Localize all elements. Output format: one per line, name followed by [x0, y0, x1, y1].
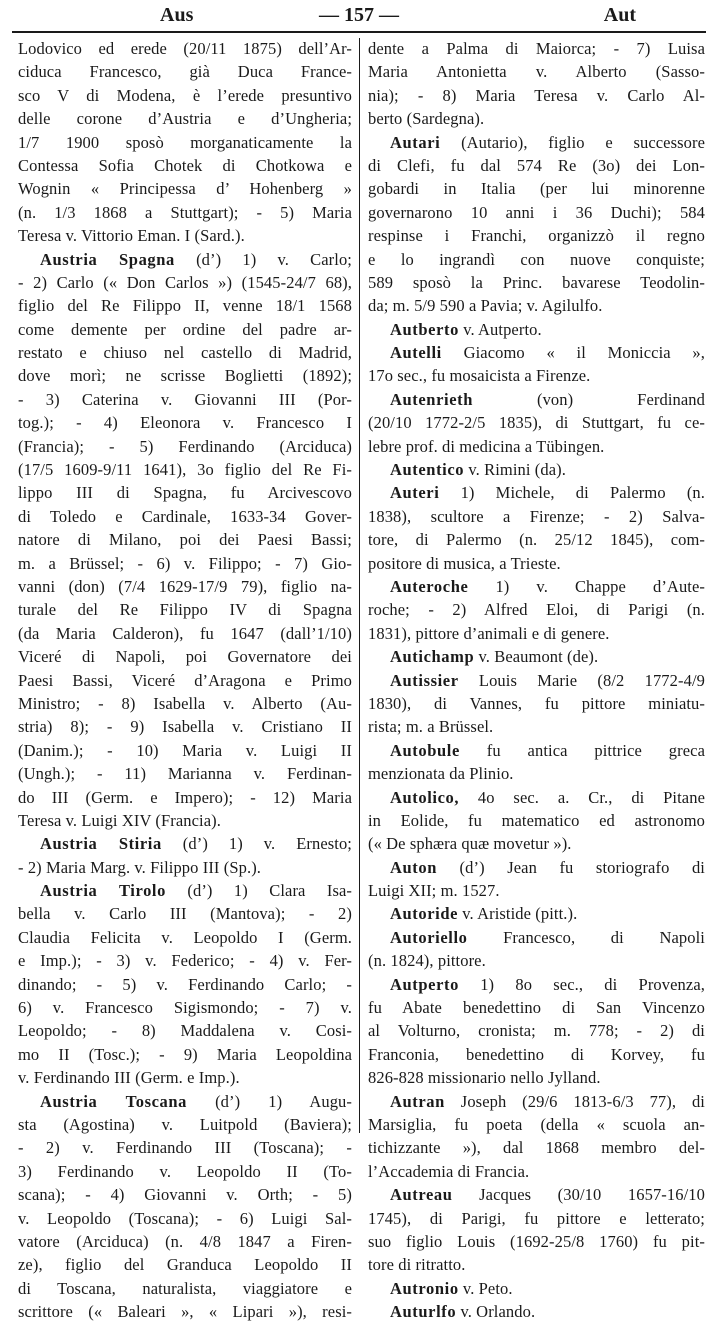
- line-text: scana); - 4) Giovanni v. Orth; - 5): [18, 1185, 352, 1205]
- text-line: [368, 1066, 705, 1089]
- line-text: 1745), di Parigi, fu pittore e letterato;: [368, 1208, 705, 1228]
- text-line: [368, 1207, 705, 1230]
- entry-line: [368, 856, 705, 879]
- line-text: Luigi XII; m. 1527.: [368, 881, 500, 901]
- text-line: [18, 645, 352, 668]
- text-line: [368, 177, 705, 200]
- text-line: [368, 809, 705, 832]
- line-text: v. Orlando.: [460, 1302, 536, 1322]
- line-text: 1831), pittore d’animali e di genere.: [368, 623, 610, 643]
- line-text: l’Accademia di Francia.: [368, 1161, 530, 1181]
- entry-headword: Autoride: [390, 904, 459, 924]
- line-text: sta (Agostina) v. Luitpold (Baviera);: [18, 1114, 352, 1134]
- header-rule: [12, 31, 706, 33]
- line-text: (von) Ferdinand: [536, 389, 705, 409]
- entry-headword: Austria Toscana: [40, 1091, 187, 1111]
- line-text: Leopoldo; - 8) Maddalena v. Cosi-: [18, 1021, 352, 1041]
- line-text: figlio del Re Filippo II, venne 18/1 1568: [18, 296, 352, 316]
- text-line: [18, 902, 352, 925]
- text-line: [18, 388, 352, 411]
- line-text: ciduca Francesco, già Duca France-: [18, 62, 352, 82]
- line-text: Wognin « Principessa d’ Hohenberg »: [18, 179, 352, 199]
- entry-headword: Autperto: [390, 974, 459, 994]
- line-text: 826-828 missionario nello Jylland.: [368, 1068, 601, 1088]
- running-header: [12, 4, 706, 30]
- text-line: [18, 458, 352, 481]
- text-line: [18, 294, 352, 317]
- left-column: [18, 37, 352, 1323]
- text-line: [368, 552, 705, 575]
- text-line: [368, 949, 705, 972]
- line-text: (Francia); - 5) Ferdinando (Arciduca): [18, 436, 352, 456]
- line-text: roche; - 2) Alfred Eloi, di Parigi (n.: [368, 600, 705, 620]
- text-line: [18, 177, 352, 200]
- line-text: Teresa v. Luigi XIV (Francia).: [18, 810, 221, 830]
- line-text: Marsiglia, fu poeta (della « scuola an-: [368, 1114, 705, 1134]
- entry-line: [368, 973, 705, 996]
- line-text: Jacques (30/10 1657-16/10: [479, 1185, 705, 1205]
- text-line: [368, 294, 705, 317]
- text-line: [18, 996, 352, 1019]
- entry-headword: Austria Tirolo: [40, 881, 166, 901]
- text-line: [18, 949, 352, 972]
- text-line: [368, 224, 705, 247]
- text-line: [368, 598, 705, 621]
- line-text: (n. 1/3 1868 a Stuttgart); - 5) Maria: [18, 202, 352, 222]
- line-text: lebre prof. di medicina a Tübingen.: [368, 436, 605, 456]
- text-line: [18, 552, 352, 575]
- line-text: menzionata da Plinio.: [368, 764, 514, 784]
- text-line: [368, 1019, 705, 1042]
- line-text: v. Ferdinando III (Germ. e Imp.).: [18, 1068, 240, 1088]
- text-line: [18, 481, 352, 504]
- line-text: v. Rimini (da).: [468, 460, 566, 480]
- line-text: dinando; - 5) v. Ferdinando Carlo; -: [18, 974, 352, 994]
- entry-line: [368, 1183, 705, 1206]
- line-text: Teresa v. Vittorio Eman. I (Sard.).: [18, 226, 245, 246]
- line-text: (d’) Jean fu storiografo di: [459, 857, 705, 877]
- text-line: [18, 1277, 352, 1300]
- entry-line: [18, 1090, 352, 1113]
- text-line: [18, 1207, 352, 1230]
- line-text: (Ungh.); - 11) Marianna v. Ferdinan-: [18, 764, 352, 784]
- text-line: [368, 528, 705, 551]
- text-line: [368, 692, 705, 715]
- text-line: [368, 1043, 705, 1066]
- entry-line: [368, 131, 705, 154]
- entry-line: [368, 388, 705, 411]
- line-text: di Clefi, fu dal 574 Re (3o) dei Lon-: [368, 155, 705, 175]
- text-line: [368, 505, 705, 528]
- line-text: Franconia, benedettino di Korvey, fu: [368, 1044, 705, 1064]
- entry-headword: Auteri: [390, 483, 440, 503]
- line-text: 1) Michele, di Palermo (n.: [460, 483, 705, 503]
- line-text: 4o sec. a. Cr., di Pitane: [477, 787, 705, 807]
- line-text: 17o sec., fu mosaicista a Firenze.: [368, 366, 591, 386]
- line-text: v. Peto.: [462, 1278, 513, 1298]
- line-text: governarono 10 anni i 36 Duchi); 584: [368, 202, 705, 222]
- entry-line: [368, 481, 705, 504]
- text-line: [18, 84, 352, 107]
- line-text: (« De sphæra quæ movetur »).: [368, 834, 572, 854]
- line-text: (20/10 1772-2/5 1835), di Stuttgart, fu ce-: [368, 413, 705, 433]
- line-text: - 2) v. Ferdinando III (Toscana); -: [18, 1138, 352, 1158]
- line-text: vatore (Arciduca) (n. 4/8 1847 a Firen-: [18, 1231, 352, 1251]
- text-line: [18, 739, 352, 762]
- line-text: suo figlio Louis (1692-25/8 1760) fu pit-: [368, 1231, 705, 1251]
- text-line: [18, 762, 352, 785]
- text-line: [368, 248, 705, 271]
- text-line: [18, 154, 352, 177]
- line-text: (Danim.); - 10) Maria v. Luigi II: [18, 740, 352, 760]
- entry-line: [368, 902, 705, 925]
- text-line: [368, 201, 705, 224]
- line-text: sco V di Modena, è l’erede presuntivo: [18, 85, 352, 105]
- line-text: scrittore (« Baleari », « Lipari »), resi-: [18, 1302, 352, 1322]
- text-line: [18, 341, 352, 364]
- line-text: (Autario), figlio e successore: [461, 132, 705, 152]
- text-line: [18, 715, 352, 738]
- text-line: [18, 131, 352, 154]
- text-line: [368, 832, 705, 855]
- text-line: [368, 1136, 705, 1159]
- line-text: 3) Ferdinando v. Leopoldo II (To-: [18, 1161, 352, 1181]
- header-left-guide-word: Aus: [160, 4, 194, 26]
- entry-headword: Autran: [390, 1091, 445, 1111]
- text-line: [18, 107, 352, 130]
- entry-line: [368, 1277, 705, 1300]
- text-line: [18, 1043, 352, 1066]
- line-text: 1/7 1900 sposò morganaticamente la: [18, 132, 352, 152]
- line-text: tore, di Palermo (n. 25/12 1845), com-: [368, 530, 705, 550]
- line-text: - 2) Carlo (« Don Carlos ») (1545-24/7 68),: [18, 272, 352, 292]
- text-line: [18, 364, 352, 387]
- line-text: (da Maria Calderon), fu 1647 (dall’1/10): [18, 623, 352, 643]
- line-text: 1) v. Chappe d’Aute-: [495, 576, 705, 596]
- text-line: [18, 1300, 352, 1323]
- text-line: [18, 505, 352, 528]
- line-text: m. a Brüssel; - 6) v. Filippo; - 7) Gio-: [18, 553, 352, 573]
- line-text: 1) 8o sec., di Provenza,: [480, 974, 705, 994]
- line-text: restato e chiuso nel castello di Madrid,: [18, 343, 352, 363]
- line-text: rista; m. a Brüssel.: [368, 717, 494, 737]
- entry-headword: Autreau: [390, 1185, 453, 1205]
- line-text: - 3) Caterina v. Giovanni III (Por-: [18, 389, 352, 409]
- text-line: [368, 411, 705, 434]
- entry-headword: Autoriello: [390, 927, 468, 947]
- line-text: e Imp.); - 3) v. Federico; - 4) v. Fer-: [18, 951, 352, 971]
- text-line: [18, 528, 352, 551]
- line-text: 1830), di Vannes, fu pittore miniatu-: [368, 693, 705, 713]
- line-text: Paesi Bassi, Viceré d’Aragona e Primo: [18, 670, 352, 690]
- line-text: v. Leopoldo (Toscana); - 6) Luigi Sal-: [18, 1208, 352, 1228]
- line-text: 6) v. Francesco Sigismondo; - 7) v.: [18, 998, 352, 1018]
- line-text: in Eolide, fu matematico ed astronomo: [368, 810, 705, 830]
- entry-headword: Autronio: [390, 1278, 459, 1298]
- line-text: positore di musica, a Trieste.: [368, 553, 561, 573]
- entry-headword: Autichamp: [390, 647, 475, 667]
- line-text: stria) 8); - 9) Isabella v. Cristiano II: [18, 717, 352, 737]
- line-text: respinse i Franchi, organizzò il regno: [368, 226, 705, 246]
- text-line: [18, 1160, 352, 1183]
- text-line: [18, 809, 352, 832]
- entry-headword: Autari: [390, 132, 441, 152]
- text-line: [368, 84, 705, 107]
- line-text: da; m. 5/9 590 a Pavia; v. Agilulfo.: [368, 296, 603, 316]
- text-line: [18, 622, 352, 645]
- text-line: [18, 1066, 352, 1089]
- entry-line: [368, 341, 705, 364]
- text-line: [368, 1230, 705, 1253]
- line-text: 589 sposò la Princ. bavarese Teodolin-: [368, 272, 705, 292]
- text-line: [18, 973, 352, 996]
- text-line: [18, 926, 352, 949]
- entry-headword: Auton: [390, 857, 438, 877]
- text-line: [368, 622, 705, 645]
- line-text: nia); - 8) Maria Teresa v. Carlo Al-: [368, 85, 705, 105]
- line-text: gobardi in Italia (per lui minorenne: [368, 179, 705, 199]
- line-text: (d’) 1) Augu-: [215, 1091, 353, 1111]
- entry-line: [18, 879, 352, 902]
- entry-line: [368, 926, 705, 949]
- entry-headword: Autentico: [390, 460, 465, 480]
- line-text: Lodovico ed erede (20/11 1875) dell’Ar-: [18, 39, 352, 58]
- line-text: Joseph (29/6 1813-6/3 77), di: [460, 1091, 705, 1111]
- line-text: dente a Palma di Maiorca; - 7) Luisa: [368, 39, 705, 58]
- text-line: [18, 1230, 352, 1253]
- entry-headword: Autberto: [390, 319, 459, 339]
- line-text: Viceré di Napoli, poi Governatore dei: [18, 647, 352, 667]
- text-line: [368, 154, 705, 177]
- line-text: (d’) 1) Clara Isa-: [187, 881, 352, 901]
- text-line: [18, 1183, 352, 1206]
- text-line: [368, 37, 705, 60]
- text-line: [18, 856, 352, 879]
- entry-headword: Auteroche: [390, 576, 469, 596]
- text-line: [368, 715, 705, 738]
- line-text: Louis Marie (8/2 1772-4/9: [478, 670, 705, 690]
- line-text: come demente per ordine del padre ar-: [18, 319, 352, 339]
- line-text: 1838), scultore a Firenze; - 2) Salva-: [368, 506, 705, 526]
- entry-line: [368, 1090, 705, 1113]
- line-text: (d’) 1) v. Ernesto;: [182, 834, 352, 854]
- line-text: e lo ingrandì con nuove conquiste;: [368, 249, 705, 269]
- line-text: di Toledo e Cardinale, 1633-34 Gover-: [18, 506, 352, 526]
- line-text: fu antica pittrice greca: [486, 740, 705, 760]
- text-line: [18, 786, 352, 809]
- entry-line: [368, 1300, 705, 1323]
- text-line: [18, 1019, 352, 1042]
- line-text: delle corone d’Austria e d’Ungheria;: [18, 109, 352, 129]
- text-line: [368, 60, 705, 83]
- line-text: vanni (don) (7/4 1629-17/9 79), figlio na-: [18, 576, 352, 596]
- text-line: [18, 669, 352, 692]
- text-line: [18, 411, 352, 434]
- line-text: - 2) Maria Marg. v. Filippo III (Sp.).: [18, 857, 262, 877]
- text-line: [18, 435, 352, 458]
- line-text: Ministro; - 8) Isabella v. Alberto (Au-: [18, 693, 352, 713]
- line-text: di Toscana, naturalista, viaggiatore e: [18, 1278, 352, 1298]
- entry-line: [368, 739, 705, 762]
- column-divider: [359, 38, 360, 1133]
- line-text: v. Aristide (pitt.).: [462, 904, 578, 924]
- line-text: tichizzante »), dal 1868 membro del-: [368, 1138, 705, 1158]
- line-text: v. Beaumont (de).: [478, 647, 599, 667]
- entry-line: [368, 645, 705, 668]
- text-line: [368, 1253, 705, 1276]
- page-number: — 157 —: [319, 4, 399, 26]
- text-line: [18, 201, 352, 224]
- text-line: [368, 879, 705, 902]
- entry-line: [368, 669, 705, 692]
- entry-headword: Autolico,: [390, 787, 460, 807]
- line-text: (n. 1824), pittore.: [368, 951, 486, 971]
- entry-headword: Autenrieth: [390, 389, 473, 409]
- line-text: v. Autperto.: [463, 319, 542, 339]
- text-line: [18, 692, 352, 715]
- text-line: [18, 575, 352, 598]
- text-line: [18, 318, 352, 341]
- entry-headword: Auturlfo: [390, 1302, 457, 1322]
- text-line: [18, 224, 352, 247]
- line-text: fu Abate benedettino di San Vincenzo: [368, 998, 705, 1018]
- header-right-guide-word: Aut: [603, 4, 636, 26]
- entry-line: [368, 318, 705, 341]
- text-line: [368, 364, 705, 387]
- line-text: dove morì; ne scrisse Boglietti (1892);: [18, 366, 352, 386]
- entry-headword: Autelli: [390, 343, 442, 363]
- line-text: do III (Germ. e Impero); - 12) Maria: [18, 787, 352, 807]
- entry-line: [368, 786, 705, 809]
- entry-line: [18, 832, 352, 855]
- line-text: turale del Re Filippo IV di Spagna: [18, 600, 352, 620]
- line-text: Claudia Felicita v. Leopoldo I (Germ.: [18, 927, 352, 947]
- entry-line: [368, 575, 705, 598]
- text-line: [368, 996, 705, 1019]
- line-text: (17/5 1609-9/11 1641), 3o figlio del Re Fi-: [18, 460, 352, 480]
- line-text: Contessa Sofia Chotek di Chotkowa e: [18, 155, 352, 175]
- entry-line: [368, 458, 705, 481]
- entry-headword: Austria Stiria: [40, 834, 162, 854]
- entry-headword: Autobule: [390, 740, 460, 760]
- line-text: Maria Antonietta v. Alberto (Sasso-: [368, 62, 705, 82]
- text-line: [368, 762, 705, 785]
- entry-line: [18, 248, 352, 271]
- text-line: [18, 1253, 352, 1276]
- line-text: al Volturno, cronista; m. 778; - 2) di: [368, 1021, 705, 1041]
- text-line: [18, 60, 352, 83]
- text-line: [18, 1136, 352, 1159]
- line-text: bella v. Carlo III (Mantova); - 2): [18, 904, 352, 924]
- text-line: [368, 1160, 705, 1183]
- line-text: natore di Milano, poi dei Paesi Bassi;: [18, 530, 352, 550]
- line-text: Francesco, di Napoli: [503, 927, 705, 947]
- line-text: tore di ritratto.: [368, 1255, 466, 1275]
- text-line: [18, 598, 352, 621]
- line-text: mo II (Tosc.); - 9) Maria Leopoldina: [18, 1044, 352, 1064]
- line-text: (d’) 1) v. Carlo;: [196, 249, 352, 269]
- right-column: [368, 37, 705, 1323]
- entry-headword: Austria Spagna: [40, 249, 175, 269]
- line-text: Giacomo « il Moniccia »,: [463, 343, 705, 363]
- line-text: ze), figlio del Granduca Leopoldo II: [18, 1255, 352, 1275]
- line-text: tog.); - 4) Eleonora v. Francesco I: [18, 413, 352, 433]
- text-line: [368, 107, 705, 130]
- text-line: [368, 435, 705, 458]
- line-text: lippo III di Spagna, fu Arcivescovo: [18, 483, 352, 503]
- text-line: [18, 271, 352, 294]
- text-line: [368, 271, 705, 294]
- entry-headword: Autissier: [390, 670, 459, 690]
- text-line: [18, 37, 352, 60]
- line-text: berto (Sardegna).: [368, 109, 485, 129]
